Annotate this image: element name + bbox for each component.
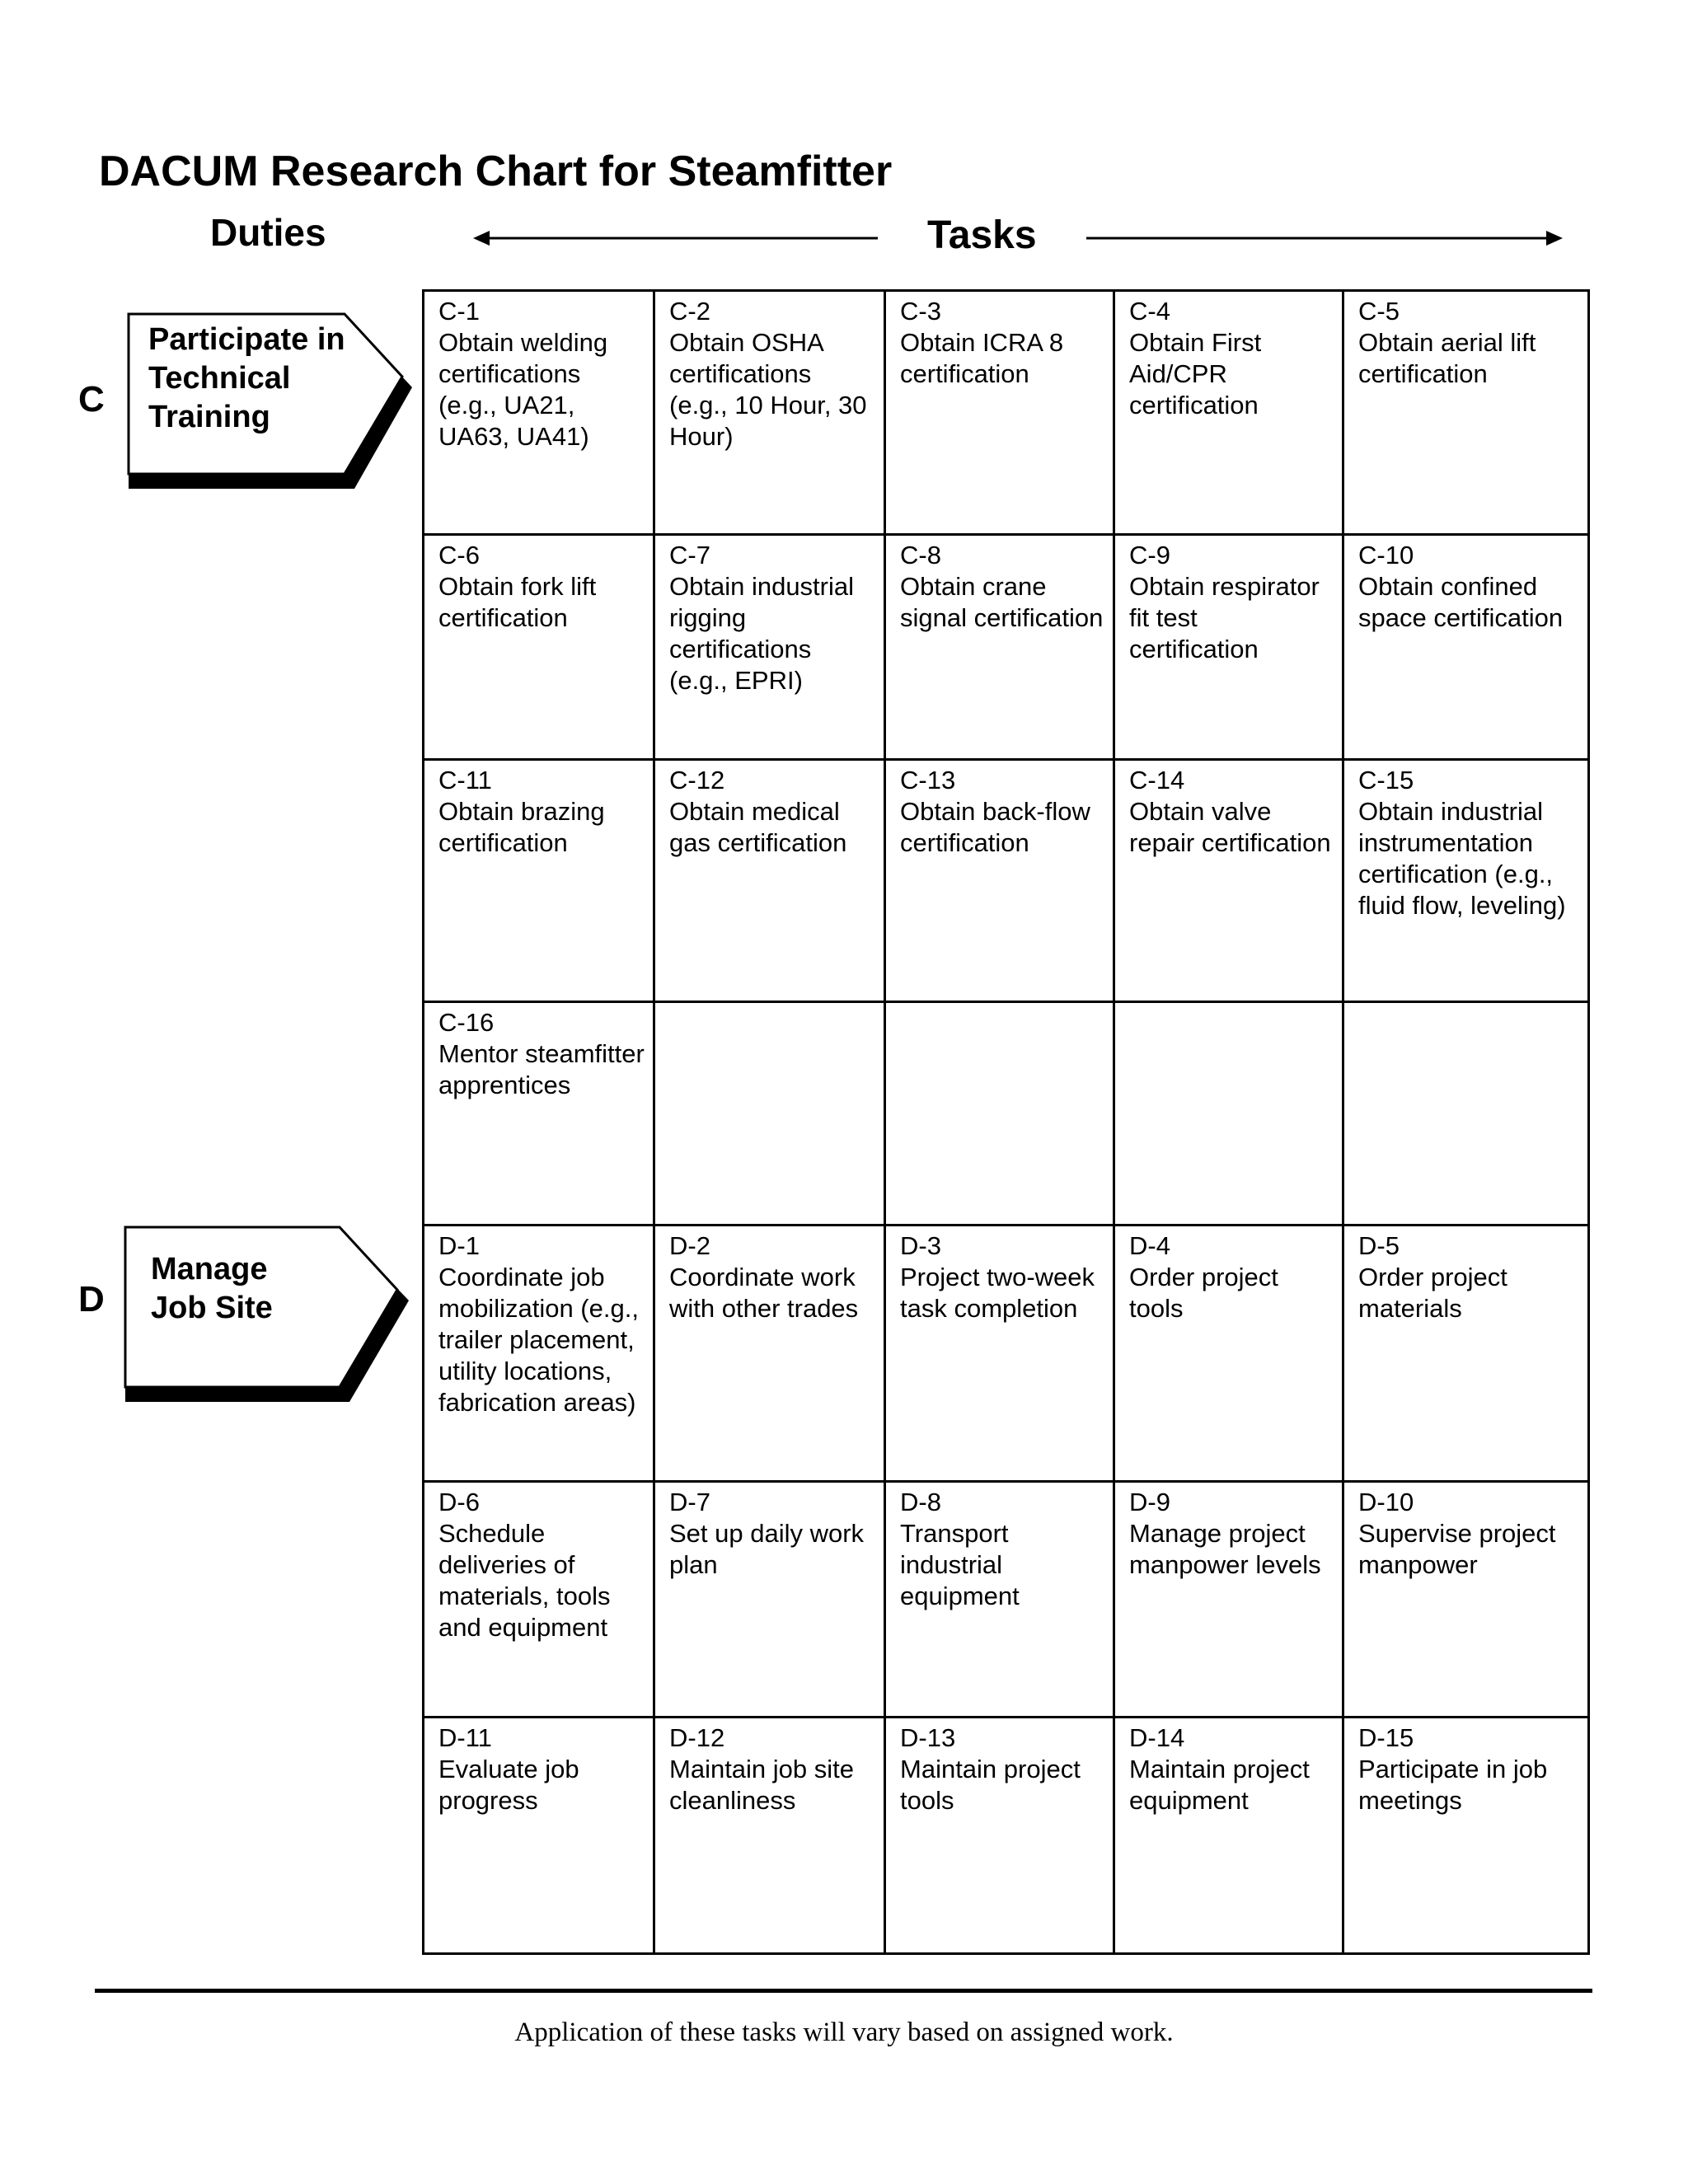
duty-label-d: Manage Job Site (151, 1252, 273, 1325)
task-text: Coordinate job mobilization (e.g., trailer placement, utility locations, fabrication areas) (438, 1263, 639, 1417)
task-code: D-12 (669, 1723, 725, 1752)
task-cell-c-6 (424, 535, 654, 760)
task-code: D-10 (1358, 1488, 1414, 1516)
task-code: C-4 (1129, 297, 1170, 326)
task-cell-c-3 (885, 291, 1114, 535)
task-code: D-2 (669, 1231, 710, 1260)
tasks-column-header: Tasks (927, 213, 1037, 257)
task-cell-c-7 (654, 535, 885, 760)
task-cell-d-6 (424, 1482, 654, 1718)
task-text: Coordinate work with other trades (669, 1263, 859, 1323)
task-cell-c-5 (1343, 291, 1589, 535)
task-text: Mentor steamfitter apprentices (438, 1039, 645, 1099)
task-code: C-13 (900, 766, 956, 794)
left-arrow-icon (473, 231, 878, 246)
footer-note: Application of these tasks will vary based on assigned work. (514, 2018, 1174, 2047)
task-cell-d-2 (654, 1226, 885, 1482)
task-code: C-2 (669, 297, 710, 326)
task-text: Obtain respirator fit test certification (1129, 572, 1320, 663)
task-text: Maintain project equipment (1129, 1755, 1310, 1815)
task-cell-c-1 (424, 291, 654, 535)
right-arrow-icon (1086, 231, 1563, 246)
task-text: Evaluate job progress (438, 1755, 579, 1815)
task-code: C-9 (1129, 541, 1170, 569)
task-cell-c-16 (424, 1002, 654, 1226)
task-text: Obtain confined space certification (1358, 572, 1564, 632)
task-cell-d-5 (1343, 1226, 1589, 1482)
task-code: C-15 (1358, 766, 1414, 794)
task-text: Supervise project manpower (1358, 1519, 1556, 1579)
task-code: D-14 (1129, 1723, 1185, 1752)
task-text: Obtain First Aid/CPR certification (1129, 328, 1262, 419)
duty-letter-c: C (78, 379, 105, 419)
task-text: Obtain industrial rigging certifications (e.g., EPRI) (669, 572, 855, 695)
task-text: Obtain welding certifications (e.g., UA21, UA63, UA41) (438, 328, 608, 451)
task-cell-d-14 (1114, 1718, 1343, 1954)
task-row (424, 1002, 1589, 1226)
task-row (424, 535, 1589, 760)
task-row (424, 1482, 1589, 1718)
task-cell-empty (654, 1002, 885, 1226)
task-code: D-7 (669, 1488, 710, 1516)
task-cell-c-14 (1114, 760, 1343, 1002)
task-cell-d-11 (424, 1718, 654, 1954)
duties-column-header: Duties (210, 211, 326, 254)
task-cell-d-7 (654, 1482, 885, 1718)
task-cell-c-4 (1114, 291, 1343, 535)
task-text: Maintain project tools (900, 1755, 1081, 1815)
task-code: C-14 (1129, 766, 1185, 794)
task-cell-d-8 (885, 1482, 1114, 1718)
task-cell-c-11 (424, 760, 654, 1002)
task-text: Obtain valve repair certification (1129, 797, 1331, 857)
task-cell-d-10 (1343, 1482, 1589, 1718)
task-cell-empty (1114, 1002, 1343, 1226)
task-code: D-5 (1358, 1231, 1400, 1260)
duty-letter-d: D (78, 1279, 105, 1319)
task-text: Participate in job meetings (1358, 1755, 1548, 1815)
task-row (424, 1226, 1589, 1482)
task-code: C-11 (438, 766, 492, 794)
task-code: D-1 (438, 1231, 480, 1260)
task-cell-c-10 (1343, 535, 1589, 760)
task-cell-d-15 (1343, 1718, 1589, 1954)
task-text: Obtain medical gas certification (669, 797, 847, 857)
task-grid (422, 289, 1590, 1955)
task-code: C-6 (438, 541, 480, 569)
task-text: Obtain fork lift certification (438, 572, 597, 632)
task-code: C-1 (438, 297, 480, 326)
task-text: Project two-week task completion (900, 1263, 1095, 1323)
task-cell-d-13 (885, 1718, 1114, 1954)
task-code: C-10 (1358, 541, 1414, 569)
task-code: D-3 (900, 1231, 941, 1260)
task-cell-c-9 (1114, 535, 1343, 760)
task-code: D-8 (900, 1488, 941, 1516)
task-text: Order project materials (1358, 1263, 1507, 1323)
task-text: Obtain ICRA 8 certification (900, 328, 1064, 388)
task-text: Manage project manpower levels (1129, 1519, 1321, 1579)
task-code: C-8 (900, 541, 941, 569)
task-code: D-13 (900, 1723, 956, 1752)
footer-divider (95, 1989, 1592, 1993)
page-title: DACUM Research Chart for Steamfitter (99, 148, 893, 195)
task-cell-d-9 (1114, 1482, 1343, 1718)
task-code: D-9 (1129, 1488, 1170, 1516)
task-text: Set up daily work plan (669, 1519, 865, 1579)
task-code: D-6 (438, 1488, 480, 1516)
task-text: Obtain crane signal certification (900, 572, 1104, 632)
task-cell-empty (1343, 1002, 1589, 1226)
task-cell-d-1 (424, 1226, 654, 1482)
task-text: Order project tools (1129, 1263, 1278, 1323)
task-cell-c-8 (885, 535, 1114, 760)
task-code: C-7 (669, 541, 710, 569)
task-code: D-15 (1358, 1723, 1414, 1752)
task-cell-d-4 (1114, 1226, 1343, 1482)
task-text: Maintain job site cleanliness (669, 1755, 855, 1815)
task-text: Obtain back-flow certification (900, 797, 1090, 857)
task-code: C-3 (900, 297, 941, 326)
task-text: Obtain aerial lift certification (1358, 328, 1536, 388)
task-code: C-5 (1358, 297, 1400, 326)
task-text: Obtain industrial instrumentation certification (e.g., fluid flow, leveling) (1358, 797, 1566, 920)
tasks-range-arrows (0, 0, 1688, 272)
task-text: Schedule deliveries of materials, tools and equipment (438, 1519, 611, 1642)
task-text: Obtain OSHA certifications (e.g., 10 Hour, 30 Hour) (669, 328, 867, 451)
task-cell-c-12 (654, 760, 885, 1002)
task-code: D-11 (438, 1723, 492, 1752)
task-code: C-12 (669, 766, 725, 794)
task-row (424, 291, 1589, 535)
task-cell-d-12 (654, 1718, 885, 1954)
task-row (424, 1718, 1589, 1954)
task-cell-c-15 (1343, 760, 1589, 1002)
task-text: Obtain brazing certification (438, 797, 605, 857)
task-cell-c-13 (885, 760, 1114, 1002)
task-text: Transport industrial equipment (900, 1519, 1020, 1610)
duty-label-c: Participate in Technical Training (148, 322, 345, 434)
task-row (424, 760, 1589, 1002)
task-cell-c-2 (654, 291, 885, 535)
task-code: C-16 (438, 1008, 495, 1037)
task-code: D-4 (1129, 1231, 1170, 1260)
task-cell-d-3 (885, 1226, 1114, 1482)
task-cell-empty (885, 1002, 1114, 1226)
